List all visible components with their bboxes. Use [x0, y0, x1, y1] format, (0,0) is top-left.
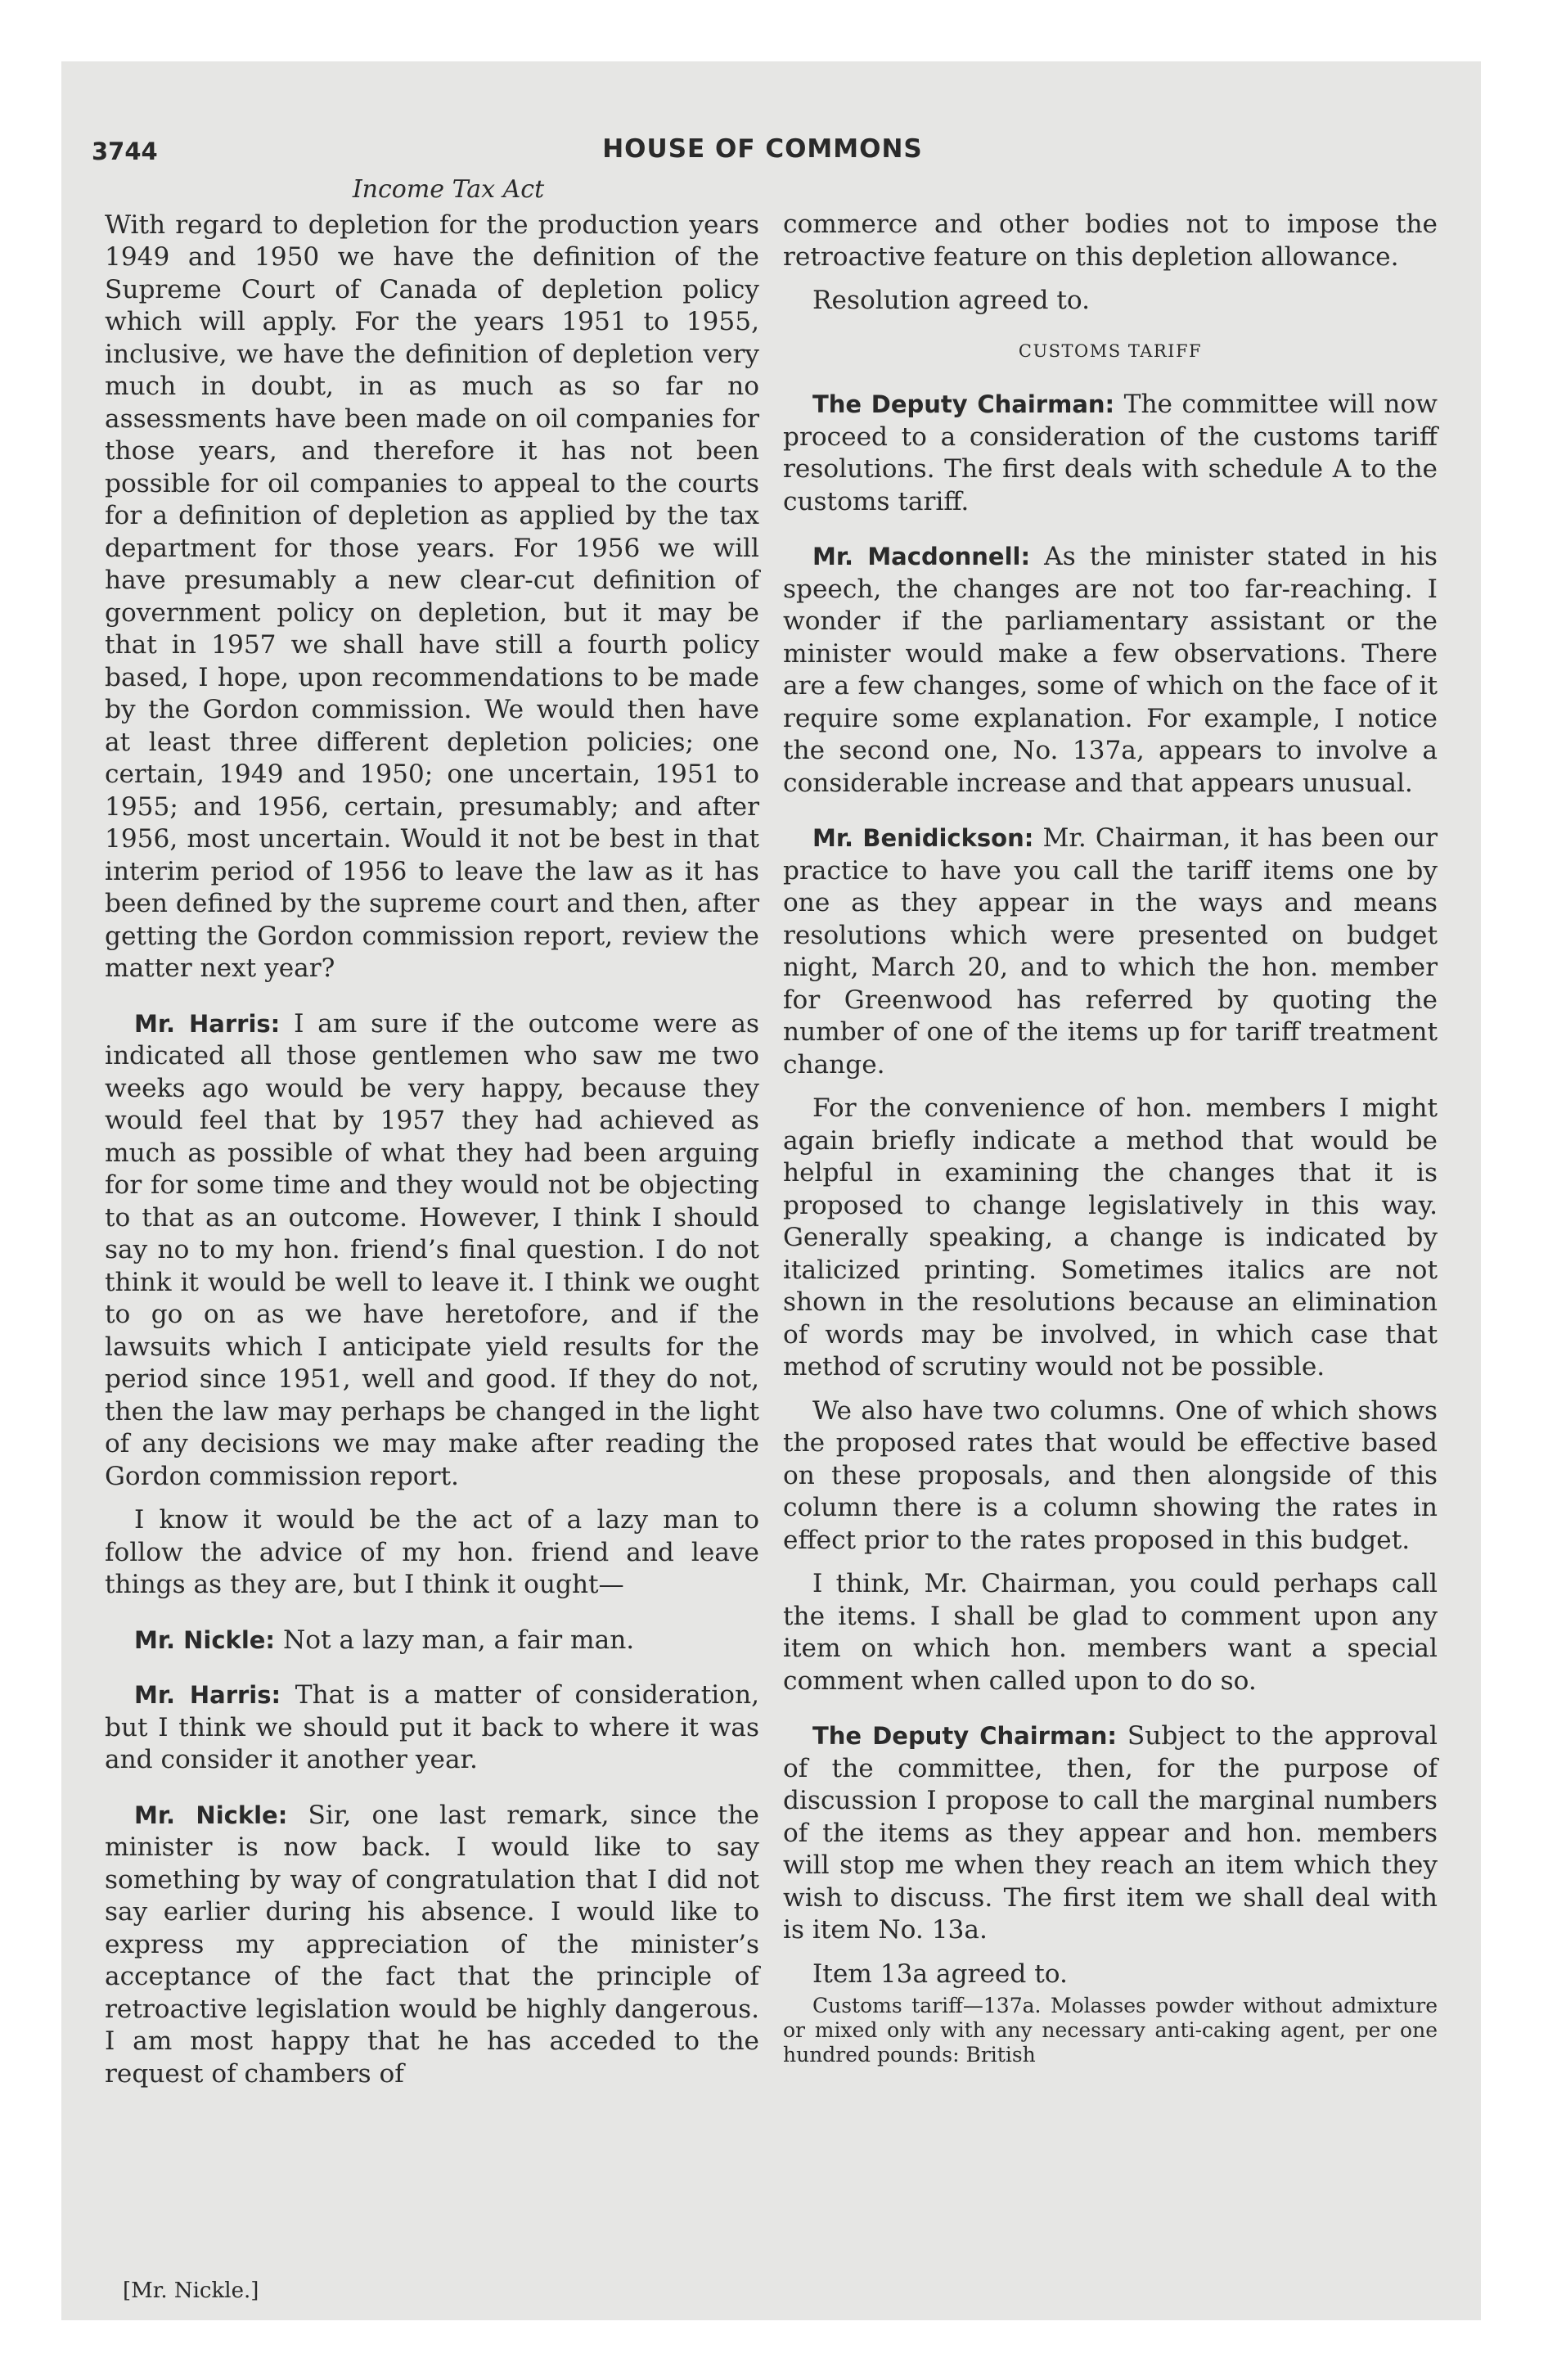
paragraph [783, 285, 1438, 318]
speaker-name: Mr. Macdonnell: [812, 543, 1031, 570]
paragraph [783, 1093, 1438, 1384]
paragraph [783, 1959, 1438, 1991]
speech [105, 1800, 759, 2091]
section-title: Income Tax Act [352, 175, 545, 204]
page-number: 3744 [92, 137, 158, 165]
speech [105, 1625, 759, 1657]
speaker-name: Mr. Harris: [134, 1009, 281, 1038]
speaker-attribution: [Mr. Nickle.] [123, 2279, 259, 2303]
left-column [105, 174, 759, 2102]
speech [105, 1679, 759, 1777]
paragraph [783, 1568, 1438, 1697]
speech [783, 541, 1438, 800]
right-column [783, 209, 1438, 2067]
paragraph-text: With regard to depletion for the production years 1949 and 1950 we have the definition of the Supreme Court of Canada of depletion policy which will apply. For the years 1951 to 1955, inclusive, we have the definition of depletion very much in doubt, in as much as so far no assessments have been made on oil companies for those years, and therefore it has not been possible for oil companies to appeal to the courts for a definition of depletion as applied by the tax department for those years. For 1956 we will have presumably a new clear-cut definition of government policy on depletion, but it may be that in 1957 we shall have still a fourth policy based, I hope, upon recommendations to be made by the Gordon commission. We would then have at least three different depletion policies; one certain, 1949 and 1950; one uncertain, 1951 to 1955; and 1956, certain, presumably; and after 1956, most uncertain. Would it not be best in that interim period of 1956 to leave the law as it has been defined by the supreme court and then, after getting the Gordon commission report, review the matter next year? [105, 210, 759, 983]
paragraph [783, 209, 1438, 273]
speech-text: Mr. Chairman, it has been our practice to have you call the tariff items one by one as they appear in the ways and means resolutions which were presented on budget night, March 20, and to which the hon. member for Greenwood has referred by quoting the number of one of the items up for tariff treatment change. [783, 823, 1438, 1080]
speaker-name: Mr. Nickle: [134, 1625, 276, 1654]
paragraph-text: commerce and other bodies not to impose the retroactive feature on this depletion allowance. [783, 210, 1438, 272]
paragraph [105, 1504, 759, 1602]
page-header [92, 129, 1433, 178]
speaker-name: Mr. Harris: [134, 1681, 281, 1709]
speech [783, 1720, 1438, 1947]
speaker-name: The Deputy Chairman: [812, 1722, 1117, 1750]
speaker-name: Mr. Nickle: [134, 1801, 288, 1829]
speech [783, 823, 1438, 1081]
section-heading: CUSTOMS TARIFF [1018, 340, 1203, 361]
tariff-note: Customs tariff—137a. Molasses powder without admixture or mixed only with any necessary anti-caking agent, per one hundred pounds: British [783, 1994, 1438, 2067]
speech-text: I am sure if the outcome were as indicated all those gentlemen who saw me two weeks ago would be very happy, because they would feel that by 1957 they had achieved as much as possible of what they had been arguing for for some time and they would not be objecting to that as an outcome. However, I think I should say no to my hon. friend’s final question. I do not think it would be well to leave it. I think we ought to go on as we have heretofore, and if the lawsuits which I anticipate yield results for the period since 1951, well and good. If they do not, then the law may perhaps be changed in the light of any decisions we may make after reading the Gordon commission report. [105, 1008, 760, 1491]
paragraph-text: I think, Mr. Chairman, you could perhaps call the items. I shall be glad to comment upon any item on which hon. members want a special comment when called upon to do so. [783, 1569, 1438, 1696]
speaker-name: The Deputy Chairman: [812, 390, 1115, 418]
speech-text: Subject to the approval of the committee, then, for the purpose of discussion I propose to call the marginal numbers of the items as they appear and hon. members will stop me when they reach an item which they wish to discuss. The first item we shall deal with is item No. 13a. [783, 1721, 1438, 1945]
speech [783, 389, 1438, 518]
paragraph-text: For the convenience of hon. members I might again briefly indicate a method that would be helpful in examining the changes that it is proposed to change legislatively in this way. Generally speaking, a change is indicated by italicized printing. Sometimes italics are not shown in the resolutions because an elimination of words may be involved, in which case that method of scrutiny would not be possible. [783, 1093, 1438, 1382]
running-head: HOUSE OF COMMONS [602, 134, 923, 164]
speech-text: Sir, one last remark, since the minister is now back. I would like to say something by way of congratulation that I did not say earlier during his absence. I would like to express my appreciation of the minister’s acceptance of the fact that the principle of retroactive legislation would be highly dangerous. I am most happy that he has acceded to the request of chambers of [105, 1800, 759, 2089]
paragraph-text: We also have two columns. One of which shows the proposed rates that would be effective based on these proposals, and then alongside of this column there is a column showing the rates in effect prior to the rates proposed in this budget. [783, 1395, 1438, 1555]
speech-text: As the minister stated in his speech, the changes are not too far-reaching. I wonder if the parliamentary assistant or the minister would make a few observations. There are a few changes, some of which on the face of it require some explanation. For example, I notice the second one, No. 137a, appears to involve a considerable increase and that appears unusual. [783, 542, 1438, 798]
paragraph [783, 1395, 1438, 1557]
paragraph-text: I know it would be the act of a lazy man to follow the advice of my hon. friend and leave things as they are, but I think it ought— [105, 1505, 759, 1599]
paragraph-text: Resolution agreed to. [812, 286, 1090, 315]
speaker-name: Mr. Benidickson: [812, 824, 1034, 852]
paragraph-text: Item 13a agreed to. [812, 1959, 1068, 1989]
paragraph [105, 210, 759, 985]
speech-text: The committee will now proceed to a consideration of the customs tariff resolutions. The first deals with schedule A to the customs tariff. [783, 390, 1438, 516]
speech-text: That is a matter of consideration, but I think we should put it back to where it was and consider it another year. [105, 1680, 759, 1774]
speech [105, 1008, 759, 1494]
speech-text: Not a lazy man, a fair man. [282, 1625, 635, 1655]
